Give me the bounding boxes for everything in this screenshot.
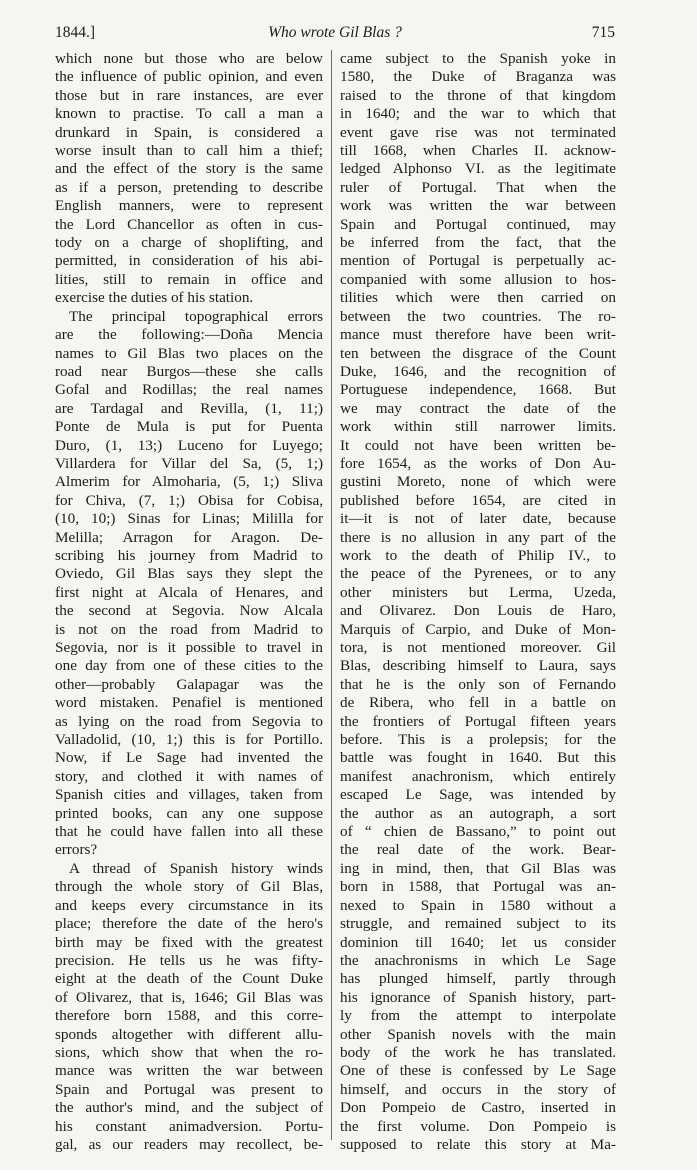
- text-line: event gave rise was not terminated: [340, 123, 616, 141]
- text-line: that he could have fallen into all these: [55, 823, 323, 841]
- text-line: struggle, and remained subject to its: [340, 915, 616, 933]
- text-line: A thread of Spanish history winds: [69, 859, 323, 877]
- text-line: ruler of Portugal. That when the: [340, 178, 616, 196]
- text-line: fore 1654, as the works of Don Au-: [340, 454, 616, 472]
- text-line: word mistaken. Penafiel is mentioned: [55, 694, 323, 712]
- text-line: be inferred from the fact, that the: [340, 234, 616, 252]
- text-line: there is no allusion in any part of the: [340, 528, 616, 546]
- text-line: Gofal and Rodillas; the real names: [55, 381, 323, 399]
- text-line: escaped Le Sage, was intended by: [340, 786, 616, 804]
- text-line: raised to the throne of that kingdom: [340, 86, 616, 104]
- text-line: and the effect of the story is the same: [55, 160, 323, 178]
- text-line: ten between the disgrace of the Count: [340, 344, 616, 362]
- text-line: are Tardagal and Revilla, (1, 11;): [55, 399, 323, 417]
- text-line: of Olivarez, that is, 1646; Gil Blas was: [55, 988, 323, 1006]
- text-line: are the following:—Doña Mencia: [55, 326, 323, 344]
- text-line: dominion till 1640; let us consider: [340, 933, 616, 951]
- text-line: gal, as our readers may recollect, be-: [55, 1135, 323, 1153]
- page-number: 715: [591, 24, 615, 41]
- text-line: of “ chien de Bassano,” to point out: [340, 823, 616, 841]
- header-year: 1844.]: [55, 24, 96, 41]
- text-line: Oviedo, Gil Blas says they slept the: [55, 565, 323, 583]
- text-line: permitted, in consideration of his abi-: [55, 252, 323, 270]
- text-line: battle was fought in 1640. But this: [340, 749, 616, 767]
- text-line: Blas, describing himself to Laura, says: [340, 657, 616, 675]
- text-line: born in 1588, that Portugal was an-: [340, 878, 616, 896]
- text-line: companied with some allusion to hos-: [340, 270, 616, 288]
- text-line: lities, still to remain in office and: [55, 270, 323, 288]
- text-line: ly from the attempt to interpolate: [340, 1007, 616, 1025]
- text-line: tora, is not mentioned moreover. Gil: [340, 639, 616, 656]
- text-line: story, and clothed it with names of: [55, 767, 323, 785]
- text-line: between the two countries. The ro-: [340, 307, 616, 325]
- text-line: One of these is confessed by Le Sage: [340, 1062, 616, 1080]
- text-line: manifest anachronism, which entirely: [340, 767, 616, 785]
- text-line: known to practise. To call a man a: [55, 105, 323, 123]
- text-line: Marquis of Carpio, and Duke of Mon-: [340, 620, 616, 638]
- text-line: the author as an autograph, a sort: [340, 804, 616, 822]
- column-divider: [331, 50, 332, 1140]
- text-line: Duro, (1, 13;) Luceno for Luyego;: [55, 436, 323, 454]
- text-line: supposed to relate this story at Ma-: [340, 1135, 616, 1153]
- text-line: The principal topographical errors: [69, 307, 323, 325]
- text-line: we may contract the date of the: [340, 399, 616, 417]
- text-line: is not on the road from Madrid to: [55, 620, 323, 638]
- text-line: as if a person, pretending to describe: [55, 178, 323, 196]
- text-line: the influence of public opinion, and even: [55, 68, 323, 86]
- text-line: Portuguese independence, 1668. But: [340, 381, 616, 399]
- text-line: other ministers but Lerma, Uzeda,: [340, 583, 616, 601]
- text-line: mance was written the war between: [55, 1062, 323, 1080]
- text-line: eight at the death of the Count Duke: [55, 970, 323, 988]
- text-line: body of the work he has translated.: [340, 1043, 616, 1061]
- text-line: the author's mind, and the subject of: [55, 1099, 323, 1117]
- text-line: exercise the duties of his station.: [55, 289, 254, 307]
- text-line: English manners, were to represent: [55, 197, 323, 215]
- text-line: himself, and occurs in the story of: [340, 1080, 616, 1098]
- text-line: mention of Portugal is perpetually ac-: [340, 252, 616, 270]
- text-line: errors?: [55, 841, 98, 859]
- text-line: names to Gil Blas two places on the: [55, 344, 323, 362]
- text-line: gustini Moreto, none of which were: [340, 473, 616, 491]
- text-line: tody on a charge of shoplifting, and: [55, 234, 323, 252]
- text-line: Ponte de Mula is put for Puenta: [55, 418, 323, 436]
- text-line: ledged Alphonso VI. as the legitimate: [340, 160, 616, 178]
- text-line: worse insult than to call him a thief;: [55, 142, 323, 160]
- text-line: the first volume. Don Pompeio is: [340, 1117, 616, 1135]
- text-line: published before 1654, are cited in: [340, 491, 616, 509]
- text-line: scribing his journey from Madrid to: [55, 546, 323, 564]
- text-line: his ignorance of Spanish history, part-: [340, 988, 616, 1006]
- text-line: Villardera for Villar del Sa, (5, 1;): [55, 454, 323, 472]
- text-line: therefore born 1588, and this corre-: [55, 1007, 323, 1025]
- text-line: Spanish cities and villages, taken from: [55, 786, 323, 804]
- text-line: tilities which were then carried on: [340, 289, 616, 307]
- running-header: [55, 24, 615, 46]
- text-line: through the whole story of Gil Blas,: [55, 878, 323, 896]
- text-line: the real date of the work. Bear-: [340, 841, 616, 859]
- text-line: work to the death of Philip IV., to: [340, 546, 616, 564]
- text-line: sions, which show that when the ro-: [55, 1043, 323, 1061]
- text-line: de Ribera, who fell in a battle on: [340, 694, 616, 712]
- text-line: Spain and Portugal was present to: [55, 1080, 323, 1098]
- text-line: those but in rare instances, are ever: [55, 86, 323, 104]
- text-line: till 1668, when Charles II. acknow-: [340, 142, 616, 160]
- text-line: road near Burgos—these she calls: [55, 362, 323, 380]
- left-column: [55, 50, 323, 1154]
- text-line: one day from one of these cities to the: [55, 657, 323, 675]
- text-line: 1580, the Duke of Braganza was: [340, 68, 616, 86]
- text-line: came subject to the Spanish yoke in: [340, 50, 616, 67]
- text-line: It could not have been written be-: [340, 436, 616, 454]
- text-line: has plunged himself, partly through: [340, 970, 616, 988]
- right-column: [340, 50, 616, 1154]
- text-line: Now, if Le Sage had invented the: [55, 749, 323, 767]
- text-line: for Chiva, (7, 1;) Obisa for Cobisa,: [55, 491, 323, 509]
- text-line: before. This is a prolepsis; for the: [340, 731, 616, 749]
- text-line: Almerim for Almoharia, (5, 1;) Sliva: [55, 473, 323, 491]
- text-line: (10, 10;) Sinas for Linas; Mililla for: [55, 510, 323, 528]
- text-line: printed books, can any one suppose: [55, 804, 323, 822]
- text-line: the second at Segovia. Now Alcala: [55, 602, 323, 620]
- text-line: the anachronisms in which Le Sage: [340, 951, 616, 969]
- text-line: Segovia, nor is it possible to travel in: [55, 639, 323, 656]
- text-line: other Spanish novels with the main: [340, 1025, 616, 1043]
- text-line: drunkard in Spain, is considered a: [55, 123, 323, 141]
- text-line: which none but those who are below: [55, 50, 323, 67]
- text-line: mance must therefore have been writ-: [340, 326, 616, 344]
- text-line: that he is the only son of Fernando: [340, 675, 616, 693]
- text-line: precision. He tells us he was fifty-: [55, 951, 323, 969]
- text-line: ing in mind, then, that Gil Blas was: [340, 859, 616, 877]
- text-line: Don Pompeio de Castro, inserted in: [340, 1099, 616, 1117]
- text-line: the Lord Chancellor as often in cus-: [55, 215, 323, 233]
- text-line: work within still narrower limits.: [340, 418, 616, 436]
- text-line: the peace of the Pyrenees, or to any: [340, 565, 616, 583]
- text-line: in 1640; and the war to which that: [340, 105, 616, 123]
- text-line: work was written the war between: [340, 197, 616, 215]
- text-line: place; therefore the date of the hero's: [55, 915, 323, 933]
- text-line: the frontiers of Portugal fifteen years: [340, 712, 616, 730]
- text-line: other—probably Galapagar was the: [55, 675, 323, 693]
- text-line: nexed to Spain in 1580 without a: [340, 896, 616, 914]
- text-line: as lying on the road from Segovia to: [55, 712, 323, 730]
- text-line: Duke, 1646, and the recognition of: [340, 362, 616, 380]
- running-title: Who wrote Gil Blas ?: [268, 24, 402, 41]
- text-line: Melilla; Arragon for Aragon. De-: [55, 528, 323, 546]
- text-line: it—it is not of later date, because: [340, 510, 616, 528]
- text-line: his constant animadversion. Portu-: [55, 1117, 323, 1135]
- text-line: sponds altogether with different allu-: [55, 1025, 323, 1043]
- text-line: Valladolid, (10, 1;) this is for Portillo.: [55, 731, 323, 749]
- text-line: and Olivarez. Don Louis de Haro,: [340, 602, 616, 620]
- text-line: Spain and Portugal continued, may: [340, 215, 616, 233]
- text-line: birth may be fixed with the greatest: [55, 933, 323, 951]
- text-line: and keeps every circumstance in its: [55, 896, 323, 914]
- text-line: first night at Alcala of Henares, and: [55, 583, 323, 601]
